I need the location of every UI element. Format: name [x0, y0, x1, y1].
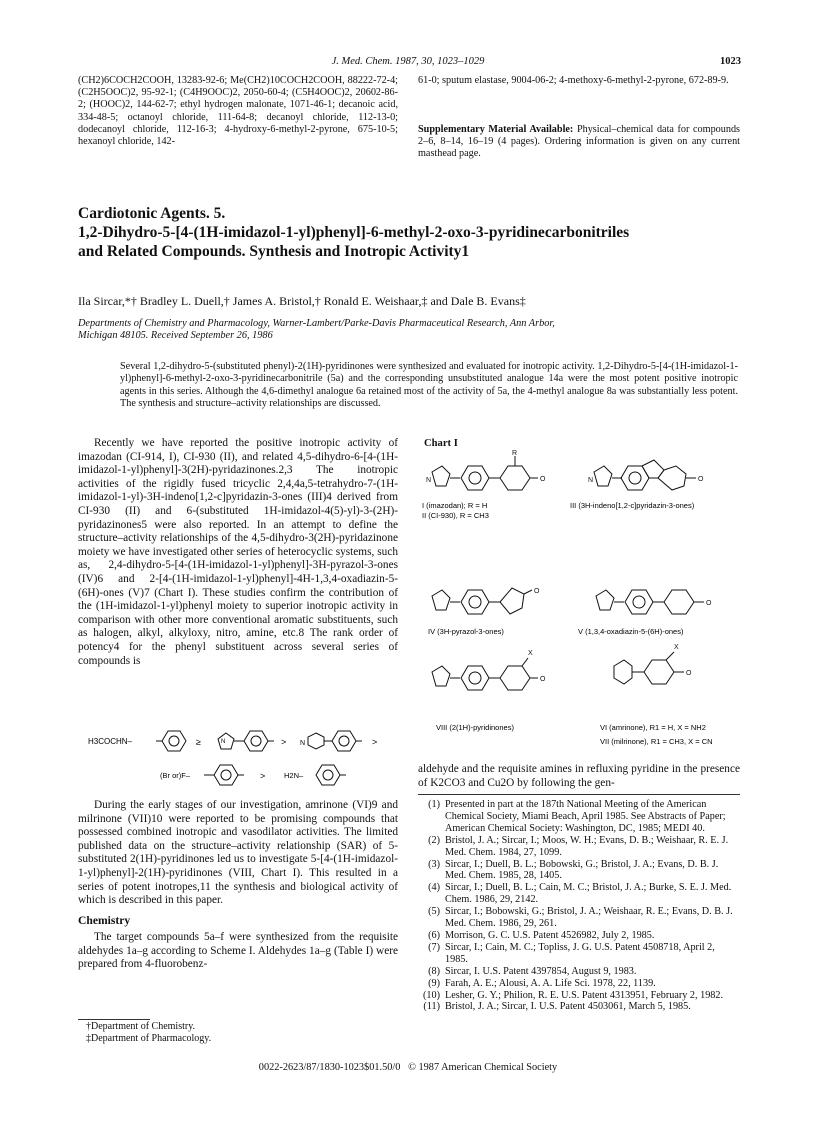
title-line-2: 1,2-Dihydro-5-[4-(1H-imidazol-1-yl)phenyl]-6-methyl-2-oxo-3-pyridinecarbonitriles — [78, 224, 630, 241]
rank-h3cochn: H3COCHN– — [88, 737, 133, 746]
struct-x-label: X — [674, 644, 679, 651]
footnotes — [78, 1021, 211, 1044]
caption-ii: II (CI-930), R = CH3 — [422, 511, 489, 520]
reference-item: (1) Presented in part at the 187th National Meeting of the American Chemical Society, Miami Beach, April 1985. See Abstracts of Paper; American Chemical Society: Washington, DC, 1985; MEDI 40. — [428, 799, 726, 834]
reference-item: (4) Sircar, I.; Duell, B. L.; Cain, M. C.; Bristol, J. A.; Burke, S. E. J. Med. Chem. 1986, 29, 2142. — [428, 882, 732, 906]
struct-n-label: N — [588, 477, 594, 484]
page-number: 1023 — [720, 56, 741, 67]
paragraph-2: During the early stages of our investigation, amrinone (VI)9 and milrinone (VII)10 were reported to be promising compounds that possessed combined inotropic and vasodilator activities. The limited published data on the structure–activity relationship (SAR) of 5-substituted 2(1H)-pyridinones led us to investigate 5-[4-(1H-imidazol-1-yl)phenyl]-2(1H)-pyridinones (VIII, Chart I). This resulted in a series of potent inotropes,11 the synthesis and biological activity of which is described in this paper. — [78, 799, 398, 907]
caption-i: I (imazodan); R = H — [422, 501, 488, 510]
struct-o-label: O — [540, 476, 546, 483]
reference-item: (10) Lesher, G. Y.; Philion, R. E. U.S. Patent 4313951, February 2, 1982. — [423, 989, 724, 1001]
rank-pyridyl-n: N — [300, 740, 306, 747]
chart-i-structures — [418, 448, 748, 760]
chart-title: Chart I — [424, 438, 458, 449]
caption-iii: III (3H-indeno[1,2-c]pyridazin-3-ones) — [570, 501, 695, 510]
reference-item: (8) Sircar, I. U.S. Patent 4397854, August 9, 1983. — [428, 965, 637, 977]
struct-o-label: O — [686, 670, 692, 677]
title-line-3: and Related Compounds. Synthesis and Inotropic Activity1 — [78, 243, 470, 260]
caption-vii: VII (milrinone), R1 = CH3, X = CN — [600, 737, 713, 746]
reference-item: (3) Sircar, I.; Duell, B. L.; Bobowski, G.; Bristol, J. A.; Evans, D. B. J. Med. Chem. 1985, 28, 1405. — [428, 858, 719, 882]
rank-halogen: (Br or)F– — [160, 771, 190, 780]
struct-n-label: N — [426, 477, 432, 484]
rank-imidazole-n: N — [221, 739, 226, 745]
running-header: J. Med. Chem. 1987, 30, 1023–1029 — [331, 56, 485, 67]
references-rule — [418, 794, 740, 795]
intro-paragraph: Recently we have reported the positive inotropic activity of imazodan (CI-914, I), CI-930 (II), and related 4,5-dihydro-6-[4-(1H-imidazol-1-yl)phenyl]-3(2H)-pyridazinones.2,3 The inotropic activities of the rigidly fused tricyclic 2,4,4a,5-tetrahydro-7-(1H-imidazol-1-yl)-3H-indeno[1,2-c]pyridazin-3-ones (III)4 derived from CI-930 (II) and 6-(substituted 1H-imidazol-4(5)-yl)-3-(2H)-pyridazinones5 were also reported. In an attempt to define the structure–activity relationships of the 4,5-dihydro-3(2H)-pyridazinone moiety we have investigated other series of heterocyclic systems, such as, 2,4-dihydro-5-[4-(1H-imidazol-1-yl)phenyl]-3H-pyrazol-3-ones (IV)6 and 2-[4-(1H-imidazol-1-yl)phenyl]-4H-1,3,4-oxadiazin-5-(6H)-ones (V)7 (Chart I). These studies confirm the contribution of the (1H-imidazol-1-yl)phenyl moiety to superior inotropic activity in comparison with other more conventional aromatic substituents, such as halogen, alkyl, alkyloxy, nitro, amine, etc.8 The rank order of potency4 for the phenyl substituent across several series of compounds is — [78, 437, 398, 667]
cas-registry-end: 61-0; sputum elastase, 9004-06-2; 4-methoxy-6-methyl-2-pyrone, 672-89-9. — [418, 75, 729, 86]
caption-v: V (1,3,4-oxadiazin-5-(6H)-ones) — [578, 627, 684, 636]
rank-gt-3: > — [260, 771, 266, 781]
article-title — [78, 204, 758, 261]
supplementary-material — [418, 124, 740, 161]
struct-o-label: O — [698, 476, 704, 483]
affiliation — [78, 318, 555, 342]
rank-order-scheme — [78, 725, 398, 795]
rank-ge: ≥ — [196, 737, 201, 747]
rank-gt-1: > — [281, 737, 287, 747]
reference-item: (9) Farah, A. E.; Alousi, A. A. Life Sci. 1978, 22, 1139. — [428, 977, 656, 989]
chemistry-paragraph: The target compounds 5a–f were synthesized from the requisite aldehydes 1a–g according to Scheme I. Aldehydes 1a–g (Table I) were prepared from 4-fluorobenz- — [78, 931, 398, 971]
caption-iv: IV (3H-pyrazol-3-ones) — [428, 627, 504, 636]
struct-o-label: O — [534, 588, 540, 595]
struct-o-label: O — [706, 600, 712, 607]
footnote-chemistry: †Department of Chemistry. — [86, 1021, 196, 1032]
struct-r-label: R — [512, 450, 518, 457]
rank-gt-2: > — [372, 737, 378, 747]
references — [418, 799, 740, 1013]
caption-viii: VIII (2(1H)-pyridinones) — [436, 723, 514, 732]
struct-o-label: O — [540, 676, 546, 683]
reference-item: (7) Sircar, I.; Cain, M. C.; Topliss, J. G. U.S. Patent 4508718, April 2, 1985. — [428, 941, 715, 965]
affiliation-line-2: Michigan 48105. Received September 26, 1986 — [78, 330, 273, 341]
right-paragraph: aldehyde and the requisite amines in refluxing pyridine in the presence of K2CO3 and Cu2O by following the gen- — [418, 763, 740, 789]
footnote-pharmacology: ‡Department of Pharmacology. — [86, 1032, 212, 1044]
footnote-rule — [78, 1019, 150, 1020]
reference-item: (6) Morrison, G. C. U.S. Patent 4526982, July 2, 1985. — [428, 929, 655, 941]
abstract: Several 1,2-dihydro-5-(substituted phenyl)-2(1H)-pyridinones were synthesized and evaluated for inotropic activity. 1,2-Dihydro-5-[4-(1H-imidazol-1-yl)phenyl]-6-methyl-2-oxo-3-pyridinecarbonitrile (5a) and the corresponding unsubstituted analogue 14a were the most potent positive inotropic agents in this series. Although the 4,6-dimethyl analogue 6a retained most of the activity of 5a, the 4-methyl analogue 8a was substantially less potent. The synthesis and structure–activity relationships are discussed. — [120, 361, 738, 410]
title-line-1: Cardiotonic Agents. 5. — [78, 205, 226, 222]
reference-item: (5) Sircar, I.; Bobowski, G.; Bristol, J. A.; Weishaar, R. E.; Evans, D. B. J. Med. Chem. 1986, 29, 261. — [428, 906, 733, 930]
supplementary-label: Supplementary Material Available: — [418, 124, 574, 135]
supplementary-text: Physical–chemical data for compounds 2–6, 8–14, 16–19 (4 pages). Ordering information is given on any current masthead page. — [418, 124, 741, 160]
chemistry-heading: Chemistry — [78, 914, 131, 927]
affiliation-line-1: Departments of Chemistry and Pharmacology, Warner-Lambert/Parke-Davis Pharmaceutical Research, Ann Arbor, — [78, 318, 555, 329]
authors: Ila Sircar,*† Bradley L. Duell,† James A. Bristol,† Ronald E. Weishaar,‡ and Dale B. Evans‡ — [78, 294, 526, 308]
rank-h2n: H2N– — [284, 771, 304, 780]
struct-x-label: X — [528, 650, 533, 657]
reference-item: (2) Bristol, J. A.; Sircar, I.; Moos, W. H.; Evans, D. B.; Weishaar, R. E. J. Med. Chem. 1984, 27, 1099. — [428, 834, 729, 858]
footer-copyright: 0022-2623/87/1830-1023$01.50/0 © 1987 American Chemical Society — [258, 1062, 558, 1073]
reference-item: (11) Bristol, J. A.; Sircar, I. U.S. Patent 4503061, March 5, 1985. — [423, 1001, 691, 1013]
caption-vi: VI (amrinone), R1 = H, X = NH2 — [600, 723, 706, 732]
cas-registry-continued: (CH2)6COCH2COOH, 13283-92-6; Me(CH2)10COCH2COOH, 88222-72-4; (C2H5OOC)2, 95-92-1; (C4H9OOC)2, 2050-60-4; (C5H4OOC)2, 20602-86-2; (HOOC)2, 144-62-7; ethyl hydrogen malonate, 1071-46-1; decanoic acid, 334-48-5; octanoyl chloride, 111-64-8; decanoyl chloride, 112-13-0; dodecanoyl chloride, 112-16-3; 4-hydroxy-6-methyl-2-pyrone, 675-10-5; hexanoyl chloride, 142- — [78, 75, 398, 148]
